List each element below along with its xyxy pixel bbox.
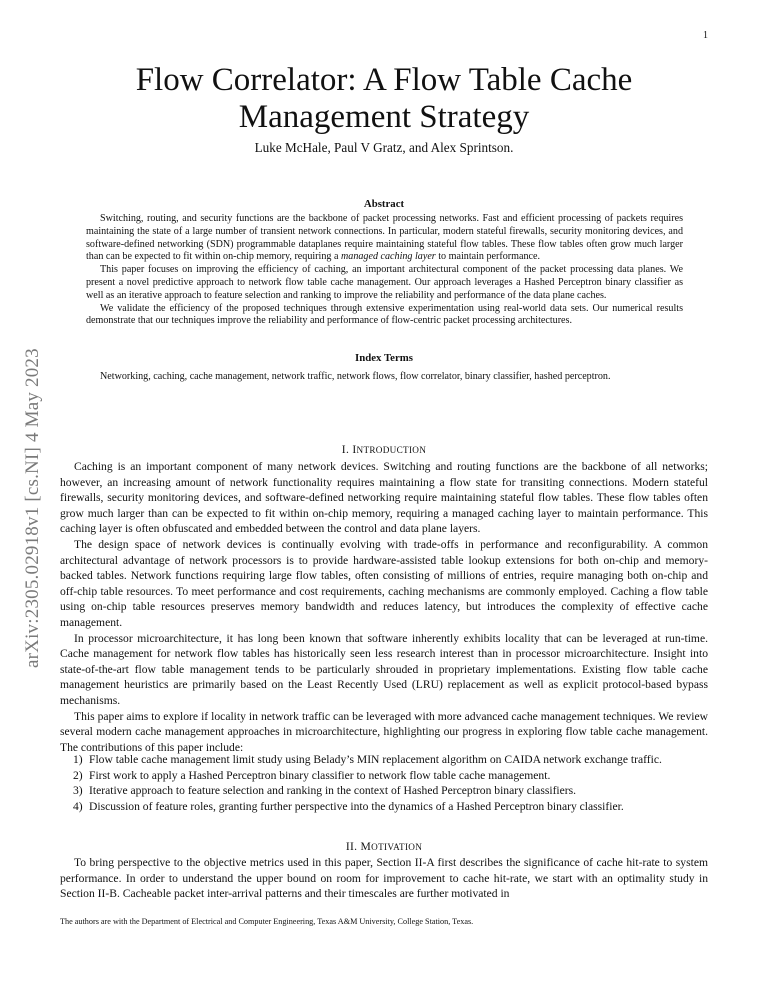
section-heading-introduction — [60, 443, 708, 456]
authors: Luke McHale, Paul V Gratz, and Alex Sprintson. — [254, 140, 514, 155]
list-number: 2) — [73, 768, 83, 782]
section-number: I. — [341, 443, 350, 456]
abstract-paragraph — [86, 213, 683, 264]
body-paragraph: The design space of network devices is continually evolving with trade-offs in performance and reconfigurability. A common architectural advantage of network processors is to provide hardware-assisted table lookup extensions for both on-chip and memory-backed tables. Network functions requiring large flow tables, often consisting of millions of entries, require managing both on-chip and off-chip table resources. To meet performance and cost requirements, caching mechanisms are commonly employed. Caching a flow table using on-chip table resources preserves memory bandwidth and reduces latency, but introduces the complexity of effective cache management. — [60, 537, 708, 629]
body-paragraph: To bring perspective to the objective metrics used in this paper, Section II-A first describes the significance of cache hit-rate to system performance. In order to understand the upper bound on room for improvement to cache hit-rate, we start with an optimality study in Section II-B. Cacheable packet inter-arrival patterns and their timescales are further motivated in — [60, 856, 708, 901]
abstract-paragraph: This paper focuses on improving the efficiency of caching, an important architectural component of the packet processing data planes. We present a novel predictive approach to network flow table cache management. Our approach leverages a Hashed Perceptron binary classifier as well as an iterative approach to feature selection and ranking to improve the reliability and performance of the data plane caches. — [86, 264, 683, 301]
section-title-rest: OTIVATION — [371, 842, 423, 852]
contributions-list — [73, 752, 708, 814]
list-item — [73, 752, 708, 768]
page-number: 1 — [703, 30, 708, 41]
section-title-rest: NTRODUCTION — [356, 445, 427, 455]
footnote: The authors are with the Department of Electrical and Computer Engineering, Texas A&M University, College Station, Texas. — [60, 917, 474, 926]
abstract-paragraph: We validate the efficiency of the proposed techniques through extensive experimentation using real-world data sets. Our numerical results demonstrate that our techniques improve the reliability and performance of flow-centric packet processing architectures. — [86, 302, 683, 327]
list-text: Iterative approach to feature selection and ranking in the context of Hashed Perceptron binary classifiers. — [89, 784, 577, 798]
abstract-emphasis: managed caching layer — [340, 251, 436, 263]
list-number: 4) — [73, 799, 83, 813]
list-number: 1) — [73, 753, 83, 766]
section-title-cap: M — [360, 840, 372, 853]
body-paragraph: Caching is an important component of many network devices. Switching and routing functions are the backbone of all networks; however, an increasing amount of network functionality requires maintaining a flow state for transiting connections. Modern stateful firewalls, security monitoring devices, and software-defined networking require maintaining stateful flow tables. These flow tables often grow much larger than can be expected to fit within on-chip memory, requiring a managed caching layer to maintain performance. This caching layer is often obfuscated and embedded between the control and data plane layers. — [60, 460, 708, 536]
index-terms: Networking, caching, cache management, network traffic, network flows, flow correlator, binary classifier, hashed perceptron. — [100, 371, 611, 382]
introduction-body — [60, 459, 708, 755]
abstract-heading: Abstract — [363, 198, 405, 210]
list-item — [73, 768, 708, 784]
paper-title: Flow Correlator: A Flow Table Cache Management Strategy — [135, 62, 633, 135]
list-text: Discussion of feature roles, granting further perspective into the dynamics of a Hashed Perceptron binary classifier. — [89, 799, 624, 813]
section-heading-motivation — [60, 840, 708, 853]
abstract-text: to maintain performance. — [435, 251, 540, 263]
index-terms-heading: Index Terms — [355, 352, 413, 364]
arxiv-identifier: arXiv:2305.02918v1 [cs.NI] 4 May 2023 — [22, 348, 43, 668]
list-text: Flow table cache management limit study using Belady’s MIN replacement algorithm on CAIDA network exchange traffic. — [89, 753, 662, 766]
list-number: 3) — [73, 784, 83, 798]
body-paragraph: This paper aims to explore if locality in network traffic can be leveraged with more advanced cache management techniques. We review several modern cache management approaches in microarchitecture, highlighting our progress in exploring flow table cache management. The contributions of this paper include: — [60, 709, 708, 754]
section-title-cap: I — [352, 443, 357, 456]
list-item — [73, 783, 708, 799]
body-paragraph: In processor microarchitecture, it has long been known that software inherently exhibits locality that can be leveraged at run-time. Cache management for network flow tables has historically seen less research interest than in processor microarchitecture. Insight into state-of-the-art flow table management tends to be particularly shrouded in proprietary implementations. Existing flow table cache management heuristics are primarily based on the Least Recently Used (LRU) replacement as well as explicit protocol-based bypass mechanisms. — [60, 631, 708, 707]
motivation-body — [60, 855, 708, 902]
abstract-text: Switching, routing, and security functions are the backbone of packet processing networks. Fast and efficient processing of packets requires maintaining the state of a large number of transient network connections. In particular, modern stateful firewalls, security monitoring devices, and software-defined networking (SDN) programmable dataplanes require maintaining stateful flow tables. These flow tables often grow much larger than can be expected to fit within on-chip memory, requiring a — [86, 213, 683, 263]
abstract — [86, 213, 683, 328]
section-number: II. — [345, 840, 358, 853]
list-item — [73, 799, 708, 815]
list-text: First work to apply a Hashed Perceptron binary classifier to network flow table cache management. — [89, 768, 551, 782]
